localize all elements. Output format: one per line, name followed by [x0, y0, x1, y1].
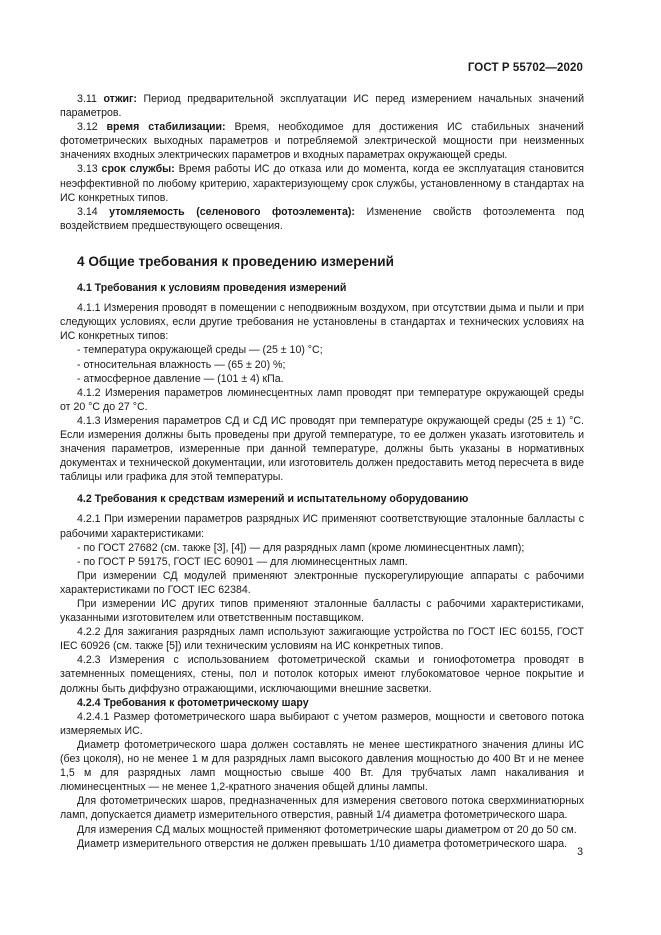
paragraph-4-2-1-led-modules: При измерении СД модулей применяют электронные пускорегулирующие аппараты с рабочими характеристиками по ГОСТ IEC 62384. — [60, 569, 584, 596]
subsection-4-2-4-heading: 4.2.4 Требования к фотометрическому шару — [77, 696, 309, 709]
subsection-4-2-heading: 4.2 Требования к средствам измерений и испытательному оборудованию — [77, 493, 469, 506]
list-item: - по ГОСТ Р 59175, ГОСТ IEC 60901 — для люминесцентных ламп. — [77, 555, 408, 568]
list-item: - температура окружающей среды — (25 ± 10) °С; — [77, 344, 323, 357]
list-item: - атмосферное давление — (101 ± 4) кПа. — [77, 372, 284, 385]
paragraph-4-2-4-1-aperture: Диаметр измерительного отверстия не должен превышать 1/10 диаметра фотометрического шара. — [77, 837, 568, 850]
document-body — [60, 92, 584, 851]
section-4-heading: 4 Общие требования к проведению измерений — [77, 253, 394, 269]
definition-3-14: 3.14 утомляемость (селенового фотоэлемента): Изменение свойств фотоэлемента под воздействием предшествующего освещения. — [60, 205, 584, 232]
paragraph-4-1-3: 4.1.3 Измерения параметров СД и СД ИС проводят при температуре окружающей среды (25 ± 1) °С. Если измерения должны быть проведены при другой температуре, то ее должен указать изготовитель и значения параметров, измеренные при данной температуре, должны быть указаны в нормативных документах и технической документации, или изготовитель должен предоставить метод пересчета в виде таблицы или графика для этой температуры. — [60, 414, 584, 484]
definition-3-13: 3.13 срок службы: Время работы ИС до отказа или до момента, когда ее эксплуатация становится неэффективной по любому критерию, характеризующему срок службы, установленному в стандартах на ИС конкретных типов. — [60, 163, 585, 204]
subsection-4-1-heading: 4.1 Требования к условиям проведения измерений — [77, 282, 347, 295]
paragraph-4-2-4-1-diameter: Диаметр фотометрического шара должен составлять не менее шестикратного значения длины ИС (без цоколя), но не менее 1 м для разрядных ламп высокого давления мощностью до 400 Вт и не менее 1,5 м для разрядных ламп мощностью свыше 400 Вт. Для трубчатых ламп накаливания и люминесцентных — не менее 1,2-кратного значения общей длины лампы. — [60, 738, 584, 794]
paragraph-4-2-1-other-types: При измерении ИС других типов применяют эталонные балласты с рабочими характеристиками, указанными изготовителем или ответственным поставщиком. — [60, 598, 584, 625]
paragraph-4-2-3: 4.2.3 Измерения с использованием фотометрической скамьи и гониофотометра проводят в затемненных помещениях, стены, пол и потолок которых имеют глубокоматовое черное покрытие и должны быть диффузно отражающими, исключающими внешние засветки. — [60, 654, 584, 695]
paragraph-4-1-1: 4.1.1 Измерения проводят в помещении с неподвижным воздухом, при отсутствии дыма и пыли и при следующих условиях, если другие требования не установлены в стандартах и технических условиях на ИС конкретных типов: — [60, 302, 584, 343]
paragraph-4-2-1: 4.2.1 При измерении параметров разрядных ИС применяют соответствующие эталонные балласты с рабочими характеристиками: — [60, 513, 584, 540]
page-number: 3 — [577, 846, 583, 858]
paragraph-4-2-2: 4.2.2 Для зажигания разрядных ламп используют зажигающие устройства по ГОСТ IEC 60155, ГОСТ IEC 60926 (см. также [5]) или техническим условиям на ИС конкретных типов. — [60, 626, 584, 653]
paragraph-4-2-4-1-miniature: Для фотометрических шаров, предназначенных для измерения светового потока сверхминиатюрных ламп, допускается диаметр измерительного отверстия, равный 1/4 диаметра фотометрического шара. — [60, 795, 584, 822]
document-id-header: ГОСТ Р 55702—2020 — [467, 62, 583, 74]
list-item: - относительная влажность — (65 ± 20) %; — [77, 358, 286, 371]
paragraph-4-2-4-1-led: Для измерения СД малых мощностей применяют фотометрические шары диаметром от 20 до 50 см. — [77, 823, 577, 836]
definition-3-11: 3.11 отжиг: Период предварительной эксплуатации ИС перед измерением начальных значений параметров. — [60, 93, 584, 120]
paragraph-4-2-4-1: 4.2.4.1 Размер фотометрического шара выбирают с учетом размеров, мощности и светового потока измеряемых ИС. — [60, 710, 584, 737]
definition-3-12: 3.12 время стабилизации: Время, необходимое для достижения ИС стабильных значений фотометрических выходных параметров и потребляемой электрической мощности при неизменных значениях входных электрических параметров и входных параметрах окружающей среды. — [60, 121, 584, 162]
list-item: - по ГОСТ 27682 (см. также [3], [4]) — для разрядных ламп (кроме люминесцентных ламп); — [77, 541, 525, 554]
paragraph-4-1-2: 4.1.2 Измерения параметров люминесцентных ламп проводят при температуре окружающей среды от 20 °С до 27 °С. — [60, 386, 584, 413]
